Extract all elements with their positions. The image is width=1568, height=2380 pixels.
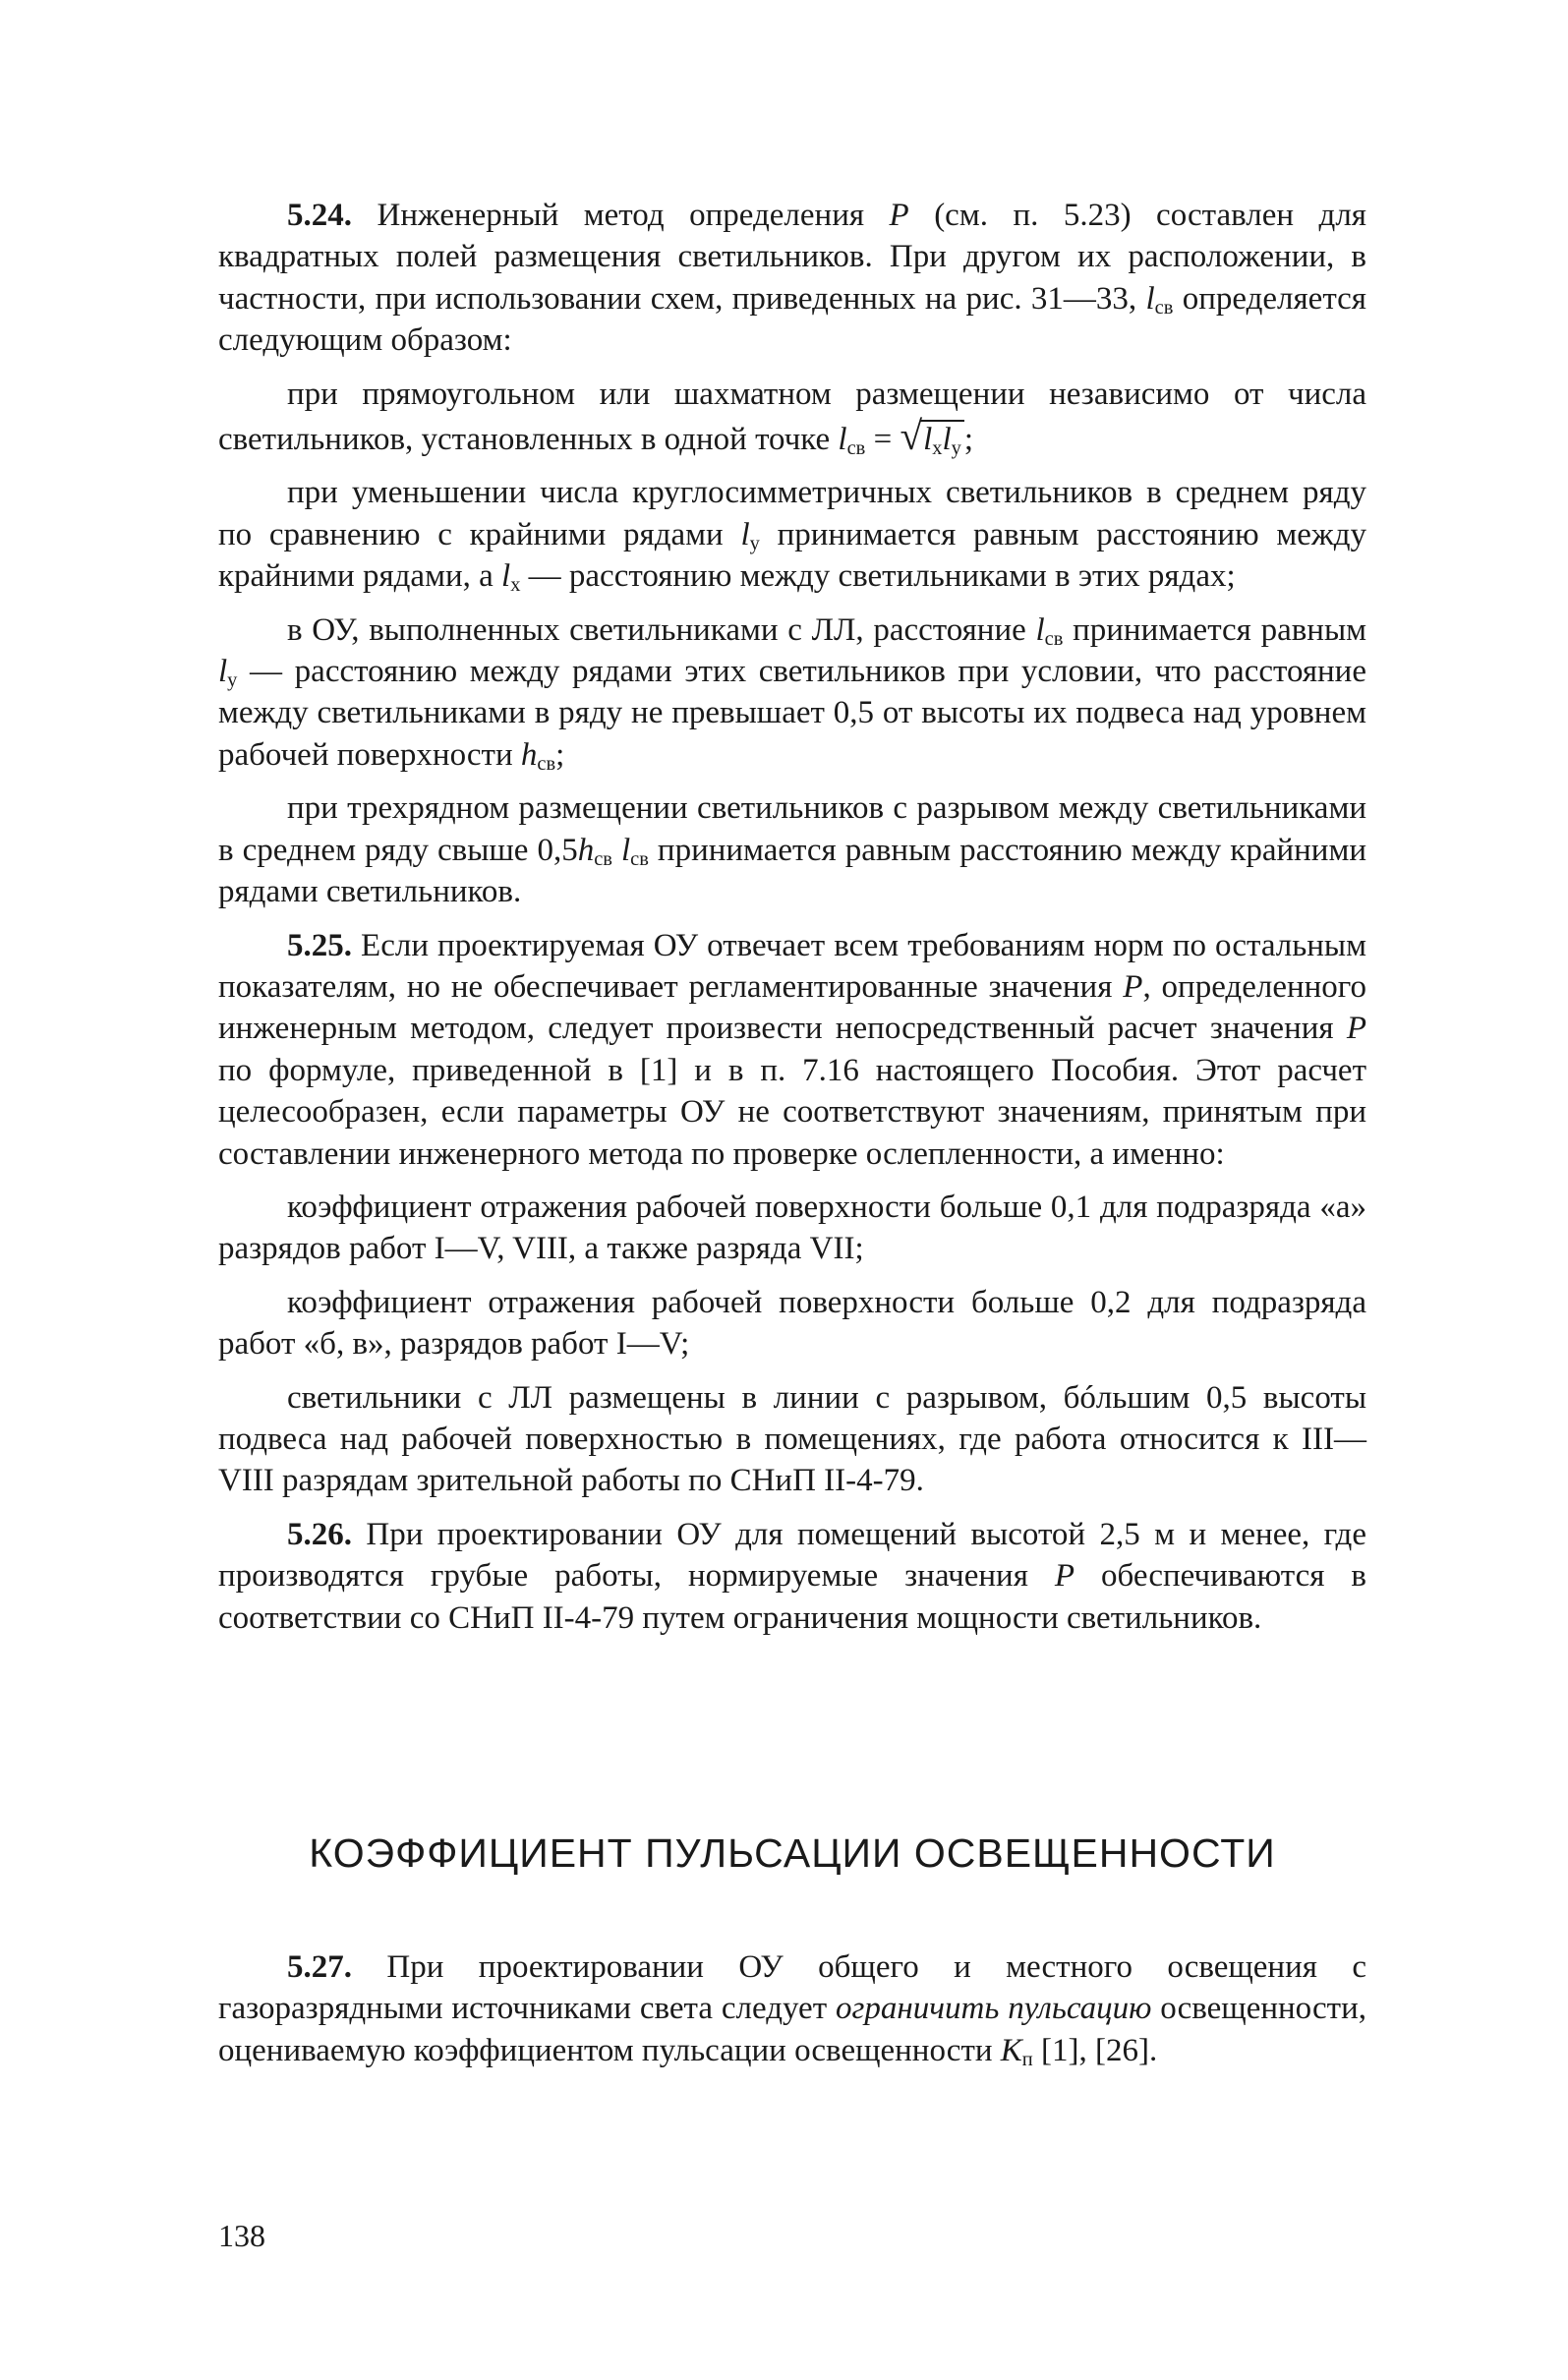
case-three-row-placement: при трехрядном размещении светильников с разрывом между светильниками в среднем ряду свыше $0,5h_{св}$ $l_{св}$ принимается равным расстоянию между крайними рядами светильников. (218, 790, 1366, 910)
clause-number: 5.24. (287, 198, 352, 233)
case-middle-row-reduction: при уменьшении числа круглосимметричных светильников в среднем ряду по сравнению с крайними рядами $l_y$ принимается равным расстоянию между крайними рядами, а $l_x$ — расстоянию между светильниками в этих рядах; (218, 475, 1366, 597)
square-root-formula: $√l_xl_y$ (900, 422, 963, 457)
case-rectangular-placement: при прямоугольном или шахматном размещении независимо от числа светильников, установленных в одной точке $l_{св} = √l_xl_y$; (218, 376, 1366, 460)
paragraph-5-27: 5.27. При проектировании ОУ общего и местного освещения с газоразрядными источниками света следует ограничить пульсацию освещенности, оцениваемую коэффициентом пульсации освещенности $K_п$ [1], [26]. (218, 1949, 1366, 2070)
paragraph-5-26: 5.26. При проектировании ОУ для помещений высотой 2,5 м и менее, где производятся грубые работы, нормируемые значения P обеспечиваются в соответствии со СНиП II-4-79 путем ограничения мощности светильников. (218, 1516, 1366, 1636)
condition-item-2: коэффициент отражения рабочей поверхности больше 0,2 для подразряда работ «б, в», разрядов работ I—V; (218, 1284, 1366, 1363)
paragraph-5-24: 5.24. Инженерный метод определения P (см. п. 5.23) составлен для квадратных полей размещения светильников. При другом их расположении, в частности, при использовании схем, приведенных на рис. 31—33, $l_{св}$ определяется следующим образом: (218, 198, 1366, 359)
paragraph-5-25: 5.25. Если проектируемая ОУ отвечает всем требованиям норм по остальным показателям, но не обеспечивает регламентированные значения P, определенного инженерным методом, следует произвести непосредственный расчет значения P по формуле, приведенной в [1] и в п. 7.16 настоящего Пособия. Этот расчет целесообразен, если параметры ОУ не соответствуют значениям, принятым при составлении инженерного метода по проверке ослепленности, а именно: (218, 927, 1366, 1172)
condition-item-1: коэффициент отражения рабочей поверхности больше 0,1 для подразряда «а» разрядов работ I—V, VIII, а также разряда VII; (218, 1189, 1366, 1267)
case-fluorescent-lamps: в ОУ, выполненных светильниками с ЛЛ, расстояние $l_{св}$ принимается равным $l_y$ — расстоянию между рядами этих светильников при условии, что расстояние между светильниками в ряду не превышает 0,5 от высоты их подвеса над уровнем рабочей поверхности $h_{св}$; (218, 611, 1367, 775)
page-number: 138 (218, 2218, 265, 2253)
clause-number: 5.26. (287, 1516, 352, 1552)
section-heading: КОЭФФИЦИЕНТ ПУЛЬСАЦИИ ОСВЕЩЕННОСТИ (309, 1830, 1276, 1876)
main-text-column (218, 195, 1366, 1639)
condition-item-3: светильники с ЛЛ размещены в линии с разрывом, бóльшим 0,5 высоты подвеса над рабочей поверхностью в помещениях, где работа относится к III—VIII разрядам зрительной работы по СНиП II-4-79. (218, 1379, 1366, 1499)
clause-number: 5.27. (287, 1949, 352, 1985)
section-pulsation-text (218, 1946, 1366, 2071)
clause-number: 5.25. (287, 927, 352, 963)
